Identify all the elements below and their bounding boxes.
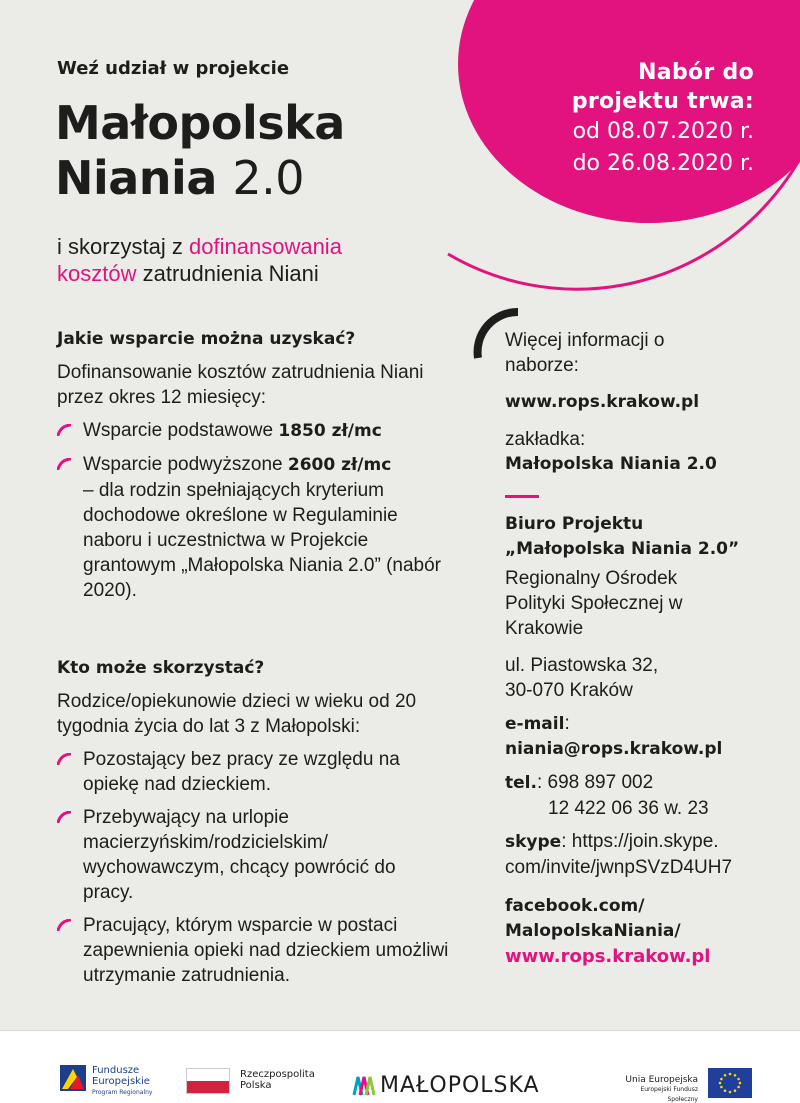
european-funds-line1: Fundusze <box>92 1065 140 1076</box>
malopolska-logo-icon <box>352 1073 376 1097</box>
subtitle <box>57 233 437 287</box>
european-funds-line3: Program Regionalny <box>92 1089 153 1096</box>
support-increased-label: Wsparcie podwyższone <box>83 454 288 475</box>
recruitment-line2: projektu trwa: <box>571 89 754 114</box>
subtitle-part2: zatrudnienia Niani <box>136 261 319 286</box>
support-text: Dofinansowanie kosztów zatrudnienia Niani przez okres 12 miesięcy: <box>57 362 424 408</box>
email-colon: : <box>564 713 570 734</box>
subtitle-part1: i skorzystaj z <box>57 234 190 259</box>
polish-flag-icon <box>186 1068 230 1094</box>
support-heading: Jakie wsparcie można uzyskać? <box>57 329 356 349</box>
list-item <box>57 452 457 603</box>
eu-label <box>612 1075 698 1103</box>
european-funds-logo-icon <box>60 1065 86 1091</box>
email-label: e-mail <box>505 714 565 734</box>
support-increased-details: – dla rodzin spełniających kryterium dochodowe określone w Regulaminie naboru i uczestnictwa w Projekcie grantowym „Małopolska Niania 2.0” (nabór 2020). <box>83 480 441 601</box>
recruitment-start-date: od 08.07.2020 r. <box>572 119 754 144</box>
bullet-tick-icon <box>57 458 71 470</box>
eligibility-unemployed: Pozostający bez pracy ze względu na opiekę nad dzieckiem. <box>83 749 400 795</box>
european-funds-line2: Europejskie <box>92 1076 150 1087</box>
website-link[interactable]: www.rops.krakow.pl <box>505 392 700 412</box>
contact-section <box>505 328 795 969</box>
tab-name: Małopolska Niania 2.0 <box>505 454 717 474</box>
eu-flag-icon <box>708 1068 752 1098</box>
bullet-tick-icon <box>57 424 71 436</box>
intro-text: Weź udział w projekcie <box>57 58 290 79</box>
recruitment-end-date: do 26.08.2020 r. <box>572 151 754 176</box>
phone-label: tel. <box>505 773 537 793</box>
website-link-bottom[interactable]: www.rops.krakow.pl <box>505 946 711 967</box>
title-version: 2.0 <box>232 151 305 205</box>
email-link[interactable]: niania@rops.krakow.pl <box>505 739 723 759</box>
office-title: Biuro Projektu <box>505 514 644 534</box>
list-item <box>57 913 457 988</box>
republic-of-poland-label <box>240 1069 315 1091</box>
list-item <box>57 805 402 905</box>
eligibility-working: Pracujący, którym wsparcie w postaci zapewnienia opieki nad dzieckiem umożliwi utrzymanie zatrudnienia. <box>83 915 449 986</box>
list-item <box>57 418 457 444</box>
eligibility-text: Rodzice/opiekunowie dzieci w wieku od 20 tygodnia życia do lat 3 z Małopolski: <box>57 691 417 737</box>
divider <box>505 495 539 498</box>
title-line1: Małopolska <box>55 96 345 150</box>
organization-name: Regionalny Ośrodek Polityki Społecznej w Krakowie <box>505 568 683 639</box>
city-address: 30-070 Kraków <box>505 680 633 701</box>
skype-label: skype <box>505 832 562 852</box>
recruitment-period <box>520 58 754 180</box>
malopolska-label: MAŁOPOLSKA <box>380 1073 540 1098</box>
european-funds-label <box>92 1065 152 1098</box>
eu-line1: Unia Europejska <box>625 1075 698 1085</box>
eligibility-on-leave: Przebywający na urlopie macierzyńskim/rodzicielskim/ wychowawczym, chcący powrócić do pracy. <box>83 807 396 903</box>
skype-link[interactable]: : https://join.skype. com/invite/jwnpSVzD4UH7 <box>505 831 733 878</box>
recruitment-line1: Nabór do <box>638 60 754 85</box>
support-basic-label: Wsparcie podstawowe <box>83 420 279 441</box>
tab-label: zakładka: <box>505 429 586 450</box>
subtitle-highlight2: kosztów <box>57 261 137 286</box>
office-project-name: „Małopolska Niania 2.0” <box>505 539 740 559</box>
footer-logos <box>0 1030 800 1103</box>
facebook-link[interactable]: facebook.com/ MalopolskaNiania/ <box>505 896 681 941</box>
list-item <box>57 747 402 797</box>
support-increased-amount: 2600 zł/mc <box>287 455 392 475</box>
support-section <box>57 327 457 603</box>
republic-line2: Polska <box>240 1080 272 1091</box>
phone-number-1[interactable]: : 698 897 002 <box>536 772 654 793</box>
support-basic-amount: 1850 zł/mc <box>278 421 382 441</box>
title-line2: Niania <box>55 151 217 205</box>
bullet-tick-icon <box>57 919 71 931</box>
eligibility-heading: Kto może skorzystać? <box>57 658 265 678</box>
republic-line1: Rzeczpospolita <box>240 1069 315 1080</box>
phone-number-2[interactable]: 12 422 06 36 w. 23 <box>548 798 709 819</box>
street-address: ul. Piastowska 32, <box>505 655 659 676</box>
more-info-text: Więcej informacji o naborze: <box>505 330 665 376</box>
eligibility-section <box>57 656 457 988</box>
eu-line2: Europejski Fundusz Społeczny <box>640 1086 698 1103</box>
bullet-tick-icon <box>57 811 71 823</box>
bullet-tick-icon <box>57 753 71 765</box>
page-title <box>55 96 345 206</box>
subtitle-highlight1: dofinansowania <box>189 234 342 259</box>
